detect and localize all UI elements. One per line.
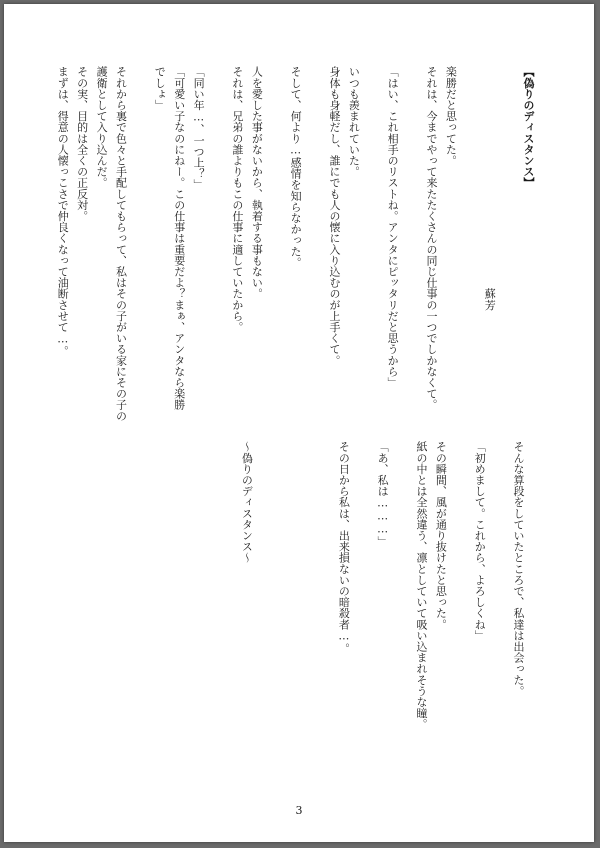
text-line: 護衛として入り込んだ。 — [95, 66, 109, 189]
blank-line — [208, 66, 227, 406]
blank-line — [450, 441, 469, 731]
closing-title: ～偽りのディスタンス～ — [240, 441, 254, 564]
text-line: 身体も身軽だし、誰にでも人の懐に入り込むのが上手くて。 — [327, 66, 341, 366]
text-line: 「同い年…、一つ上？」 — [192, 66, 206, 191]
text-line: 「はい、これ相手のリストね。アンタにピッタリだと思うから」 — [386, 66, 400, 388]
blank-line — [130, 66, 149, 406]
text-line: 楽勝だと思ってた。 — [444, 66, 458, 166]
upper-text-column — [53, 66, 538, 422]
blank-line — [266, 66, 285, 406]
story-title: 【偽りのディスタンス】 — [522, 66, 535, 189]
text-line: 人を愛した事がないから、執着する事もない。 — [250, 66, 264, 300]
text-line: それから裏で色々と手配してもらって、私はその子がいる家にその子の — [114, 66, 128, 422]
text-line: でしょ」 — [153, 66, 167, 111]
text-line: そんな算段をしていたところで、私達は出会った。 — [512, 441, 525, 697]
lower-text-column — [237, 441, 528, 731]
blank-line — [489, 441, 508, 731]
blank-line — [392, 441, 411, 731]
blank-line — [295, 441, 314, 731]
author-name: 蘇芳 — [483, 66, 497, 311]
document-page — [4, 4, 594, 842]
text-line: 紙の中とは全然違う、凛としていて吸い込まれそうな瞳。 — [414, 441, 428, 730]
text-line: まずは、得意の人懐っこさで仲良くなって油断させて…。 — [56, 66, 70, 357]
blank-line — [353, 441, 372, 731]
text-line: そして、何より…感情を知らなかった。 — [289, 66, 303, 268]
text-line: それは、兄弟の誰よりもこの仕事に適していたから。 — [230, 66, 244, 333]
page-number: 3 — [295, 804, 303, 817]
blank-line — [402, 66, 421, 406]
text-line: 「初めまして。これから、よろしくね」 — [473, 441, 487, 641]
text-line: 「可愛い子なのにねー。この仕事は重要だよ？まぁ、アンタなら楽勝 — [172, 66, 186, 411]
blank-line — [315, 441, 334, 731]
text-line: その日から私は、出来損ないの暗殺者…。 — [337, 441, 351, 654]
blank-line — [276, 441, 295, 731]
blank-line — [460, 66, 479, 406]
blank-line — [305, 66, 324, 406]
text-line: 「あ、私は………」 — [376, 441, 390, 547]
text-line: その実、目的は全くの正反対。 — [75, 66, 89, 222]
text-line: いつも羨まれていた。 — [347, 66, 361, 177]
text-line: その瞬間、風が通り抜けたと思った。 — [434, 441, 448, 630]
blank-line — [363, 66, 382, 406]
blank-line — [256, 441, 275, 731]
text-line: それは、今までやって来たたくさんの同じ仕事の一つでしかなくて。 — [424, 66, 438, 411]
blank-line — [499, 66, 518, 406]
